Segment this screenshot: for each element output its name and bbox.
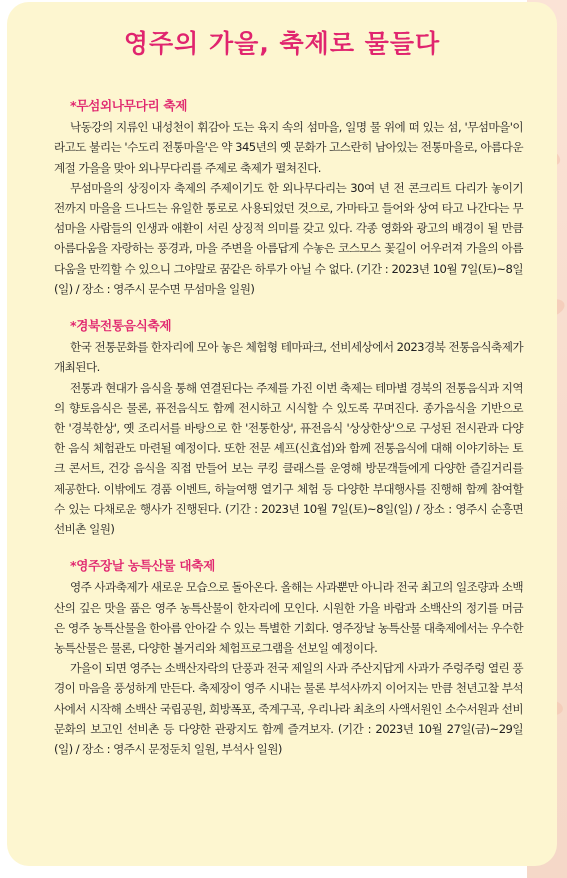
section-paragraph: 한국 전통문화를 한자리에 모아 놓은 체험형 테마파크, 선비세상에서 2023경북 전통음식축제가 개최된다. (54, 340, 523, 375)
section-title: *영주장날 농특산물 대축제 (70, 558, 215, 574)
festival-section (54, 96, 523, 299)
section-paragraph: 무섬마을의 상징이자 축제의 주제이기도 한 외나무다리는 30여 년 전 콘크리트 다리가 놓이기 전까지 마을을 드나드는 유일한 통로로 사용되었던 것으로, 가마타고 들어와 상여 타고 나간다는 무섬마을 사람들의 인생과 애환이 서린 상징적 의미를 갖고 있다. 각종 영화와 광고의 배경이 될 만큼 아름다움을 자랑하는 풍경과, 마을 주변을 아름답게 수놓은 코스모스 꽃길이 어우러져 가을의 아름다움을 만끽할 수 있으니 그야말로 꿈같은 하루가 아닐 수 없다. (기간 : 2023년 10월 7일(토)~8일(일) / 장소 : 영주시 문수면 무섬마을 일원) (54, 180, 523, 296)
article-card (7, 2, 557, 866)
section-paragraph: 영주 사과축제가 새로운 모습으로 돌아온다. 올해는 사과뿐만 아니라 전국 최고의 일조량과 소백산의 깊은 맛을 품은 영주 농특산물이 한자리에 모인다. 시원한 가을 바람과 소백산의 정기를 머금은 영주 농특산물을 한아름 안아갈 수 있는 특별한 기회다. 영주장날 농특산물 대축제에서는 우수한 농특산물은 물론, 다양한 볼거리와 체험프로그램을 선보일 예정이다. (54, 580, 523, 656)
article-body (54, 96, 523, 776)
section-title: *경북전통음식축제 (70, 318, 172, 334)
section-paragraph: 가을이 되면 영주는 소백산자락의 단풍과 전국 제일의 사과 주산지답게 사과가 주렁주렁 열린 풍경이 마음을 풍성하게 만든다. 축제장이 영주 시내는 물론 부석사까지 이어지는 만큼 천년고찰 부석사에서 시작해 소백산 국립공원, 희방폭포, 죽계구곡, 우리나라 최초의 사액서원인 소수서원과 선비문화의 보고인 선비촌 등 다양한 관광지도 함께 즐겨보자. (기간 : 2023년 10월 27일(금)~29일(일) / 장소 : 영주시 문정둔치 일원, 부석사 일원) (54, 661, 523, 757)
section-paragraph: 전통과 현대가 음식을 통해 연결된다는 주제를 가진 이번 축제는 테마별 경북의 전통음식과 지역의 향토음식은 물론, 퓨전음식도 함께 전시하고 시식할 수 있도록 꾸며진다. 종가음식을 기반으로 한 '경북한상', 옛 조리서를 바탕으로 한 '전통한상', 퓨전음식 '상상한상'으로 구성된 전시관과 다양한 음식 체험관도 마련될 예정이다. 또한 전문 셰프(신효섭)와 함께 전통음식에 대해 이야기하는 토크 콘서트, 건강 음식을 직접 만들어 보는 쿠킹 클래스를 운영해 방문객들에게 다양한 즐길거리를 제공한다. 이밖에도 경품 이벤트, 하늘여행 열기구 체험 등 다양한 부대행사를 진행해 함께 참여할 수 있는 다채로운 행사가 진행된다. (기간 : 2023년 10월 7일(토)~8일(일) / 장소 : 영주시 순흥면 선비촌 일원) (54, 380, 523, 537)
festival-section (54, 556, 523, 759)
section-title: *무섬외나무다리 축제 (70, 98, 188, 113)
section-paragraph: 낙동강의 지류인 내성천이 휘감아 도는 육지 속의 섬마을, 일명 물 위에 떠 있는 섬, '무섬마을'이라고도 불리는 '수도리 전통마을'은 약 345년의 옛 문화가 고스란히 남아있는 전통마을로, 아름다운 계절 가을을 맞아 외나무다리를 주제로 축제가 펼쳐진다. (54, 120, 523, 175)
festival-section (54, 316, 523, 539)
page-title: 영주의 가을, 축제로 물들다 (123, 29, 441, 58)
